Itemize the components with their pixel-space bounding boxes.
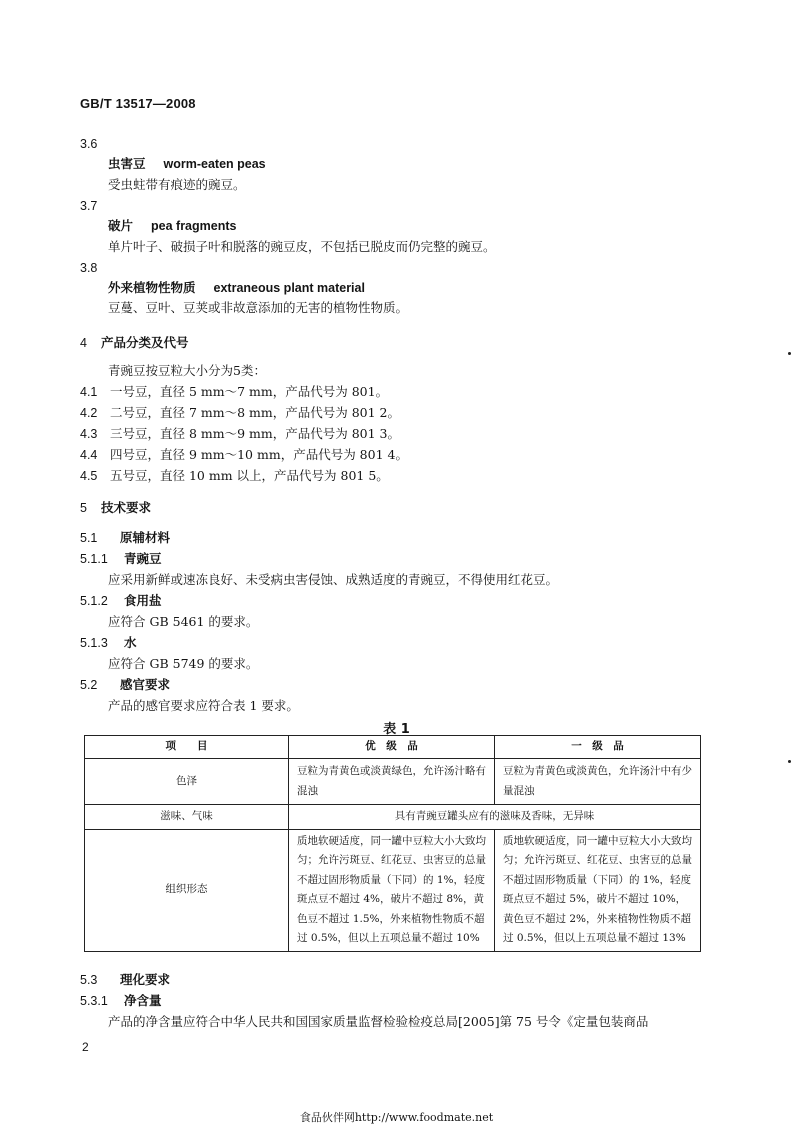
class-number: 4.5 — [80, 469, 98, 483]
term-en: worm-eaten peas — [163, 157, 266, 171]
term-zh: 虫害豆 — [108, 156, 146, 171]
page-number: 2 — [82, 1040, 89, 1054]
subsection-number: 5.3.1 — [80, 994, 108, 1008]
subsection-title: 水 — [124, 635, 137, 650]
class-item — [80, 468, 389, 484]
class-item — [80, 384, 388, 400]
table-row — [85, 805, 701, 830]
subsection-text: 产品的净含量应符合中华人民共和国国家质量监督检验检疫总局[2005]第 75 号令《定量包装商品 — [108, 1014, 649, 1029]
subsection-heading — [80, 593, 162, 609]
subsection-title: 青豌豆 — [124, 551, 162, 566]
cell-premium: 豆粒为青黄色或淡黄绿色，允许汤汁略有混浊 — [289, 759, 495, 805]
cell-first: 豆粒为青黄色或淡黄色，允许汤汁中有少量混浊 — [495, 759, 701, 805]
subsection-heading — [80, 530, 170, 546]
term-definition: 豆蔓、豆叶、豆荚或非故意添加的无害的植物性物质。 — [108, 300, 409, 315]
term-en: pea fragments — [151, 219, 237, 233]
subsection-heading — [80, 993, 162, 1009]
class-number: 4.4 — [80, 448, 98, 462]
subsection-title: 食用盐 — [124, 593, 162, 608]
class-number: 4.1 — [80, 385, 98, 399]
term-number: 3.8 — [80, 261, 98, 275]
term-zh: 破片 — [108, 218, 134, 233]
term-definition: 受虫蛀带有痕迹的豌豆。 — [108, 177, 246, 192]
subsection-number: 5.1.3 — [80, 636, 108, 650]
term-number: 3.7 — [80, 199, 98, 213]
table-row — [85, 829, 701, 951]
scan-mark — [788, 760, 791, 763]
class-text: 一号豆，直径 5 mm～7 mm，产品代号为 801。 — [110, 384, 389, 399]
header-item: 项 目 — [85, 736, 289, 759]
term-definition: 单片叶子、破损子叶和脱落的豌豆皮，不包括已脱皮而仍完整的豌豆。 — [108, 239, 496, 254]
term-en: extraneous plant material — [213, 281, 365, 295]
subsection-number: 5.3 — [80, 973, 98, 987]
subsection-number: 5.1.2 — [80, 594, 108, 608]
subsection-heading — [80, 972, 170, 988]
section-heading — [80, 335, 188, 351]
table-header-row — [85, 736, 701, 759]
class-item — [80, 447, 408, 463]
class-number: 4.3 — [80, 427, 98, 441]
section-intro: 青豌豆按豆粒大小分为5类： — [108, 363, 266, 378]
section-number: 4 — [80, 336, 87, 350]
row-item: 组织形态 — [85, 829, 289, 951]
subsection-heading — [80, 551, 162, 567]
table-caption: 表 1 — [383, 722, 410, 737]
subsection-heading — [80, 635, 137, 651]
subsection-text: 应符合 GB 5749 的要求。 — [108, 656, 259, 671]
scan-mark — [788, 352, 791, 355]
class-text: 四号豆，直径 9 mm～10 mm，产品代号为 801 4。 — [110, 447, 408, 462]
section-title: 技术要求 — [100, 500, 151, 515]
subsection-title: 原辅材料 — [120, 530, 171, 545]
section-heading — [80, 500, 151, 516]
term-zh: 外来植物性物质 — [108, 280, 196, 295]
class-item — [80, 405, 400, 421]
section-number: 5 — [80, 501, 87, 515]
cell-premium: 质地软硬适度，同一罐中豆粒大小大致均匀；允许污斑豆、红花豆、虫害豆的总量不超过固形物质量（下同）的 1%，轻度斑点豆不超过 4%，破片不超过 8%，黄色豆不超过 1.5%，外来植物性物质不超过 0.5%，但以上五项总量不超过 10% — [289, 829, 495, 951]
subsection-text: 产品的感官要求应符合表 1 要求。 — [108, 698, 299, 713]
subsection-number: 5.2 — [80, 678, 98, 692]
table-row — [85, 759, 701, 805]
class-text: 二号豆，直径 7 mm～8 mm，产品代号为 801 2。 — [110, 405, 400, 420]
sensory-table — [84, 735, 701, 952]
header-premium: 优 级 品 — [289, 736, 495, 759]
subsection-title: 净含量 — [124, 993, 162, 1008]
class-text: 三号豆，直径 8 mm～9 mm，产品代号为 801 3。 — [110, 426, 400, 441]
subsection-title: 理化要求 — [120, 972, 171, 987]
class-text: 五号豆，直径 10 mm 以上，产品代号为 801 5。 — [110, 468, 389, 483]
class-item — [80, 426, 400, 442]
footer-watermark: 食品伙伴网http://www.foodmate.net — [299, 1111, 494, 1124]
subsection-text: 应采用新鲜或速冻良好、未受病虫害侵蚀、成熟适度的青豌豆，不得使用红花豆。 — [108, 572, 559, 587]
term-heading — [108, 218, 236, 234]
cell-first: 质地软硬适度，同一罐中豆粒大小大致均匀；允许污斑豆、红花豆、虫害豆的总量不超过固形物质量（下同）的 1%，轻度斑点豆不超过 5%，破片不超过 10%，黄色豆不超过 2%，外来植物性物质不超过 0.5%，但以上五项总量不超过 13% — [495, 829, 701, 951]
subsection-number: 5.1 — [80, 531, 98, 545]
row-item: 色泽 — [85, 759, 289, 805]
class-number: 4.2 — [80, 406, 98, 420]
subsection-heading — [80, 677, 170, 693]
term-number: 3.6 — [80, 137, 98, 151]
header-first: 一 级 品 — [495, 736, 701, 759]
standard-header: GB/T 13517—2008 — [80, 96, 196, 111]
row-item: 滋味、气味 — [85, 805, 289, 830]
cell-both: 具有青豌豆罐头应有的滋味及香味，无异味 — [289, 805, 701, 830]
section-title: 产品分类及代号 — [100, 335, 189, 350]
subsection-text: 应符合 GB 5461 的要求。 — [108, 614, 259, 629]
subsection-title: 感官要求 — [120, 677, 171, 692]
term-heading — [108, 156, 266, 172]
subsection-number: 5.1.1 — [80, 552, 108, 566]
term-heading — [108, 280, 365, 296]
